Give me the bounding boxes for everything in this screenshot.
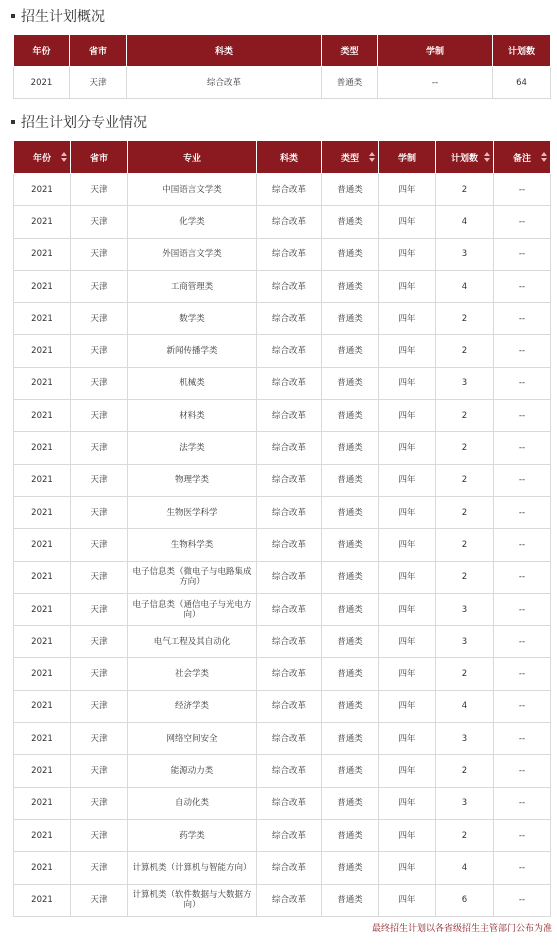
table-row — [14, 658, 551, 690]
table-cell: 天津 — [71, 335, 128, 367]
table-cell: 普通类 — [322, 303, 379, 335]
table-cell: 网络空间安全 — [128, 723, 257, 755]
table-cell: -- — [494, 884, 551, 916]
table-cell: 能源动力类 — [128, 755, 257, 787]
table-row — [14, 174, 551, 206]
table-cell: -- — [494, 787, 551, 819]
overview-table — [13, 34, 551, 99]
table-cell: 2021 — [14, 819, 71, 851]
table-cell: -- — [378, 67, 493, 99]
table-cell: -- — [494, 690, 551, 722]
table-cell: 天津 — [71, 529, 128, 561]
majors-header-cell — [379, 141, 436, 174]
table-cell: 自动化类 — [128, 787, 257, 819]
table-cell: 综合改革 — [257, 819, 322, 851]
table-cell: 普通类 — [322, 270, 379, 302]
header-label: 专业 — [182, 153, 201, 164]
table-cell: 四年 — [379, 206, 436, 238]
table-cell: 普通类 — [322, 884, 379, 916]
table-row — [14, 206, 551, 238]
table-cell: 普通类 — [322, 690, 379, 722]
table-cell: 四年 — [379, 723, 436, 755]
table-cell: 综合改革 — [257, 464, 322, 496]
table-cell: 3 — [436, 593, 494, 625]
table-cell: 综合改革 — [257, 723, 322, 755]
table-cell: -- — [494, 593, 551, 625]
table-cell: 2021 — [14, 67, 70, 99]
header-label: 计划数 — [450, 153, 478, 164]
table-cell: 天津 — [71, 626, 128, 658]
table-cell: 2021 — [14, 367, 71, 399]
table-cell: -- — [494, 432, 551, 464]
table-cell: 2021 — [14, 529, 71, 561]
table-cell: 64 — [493, 67, 551, 99]
header-label: 年份 — [32, 153, 51, 164]
table-cell: 机械类 — [128, 367, 257, 399]
table-cell: 普通类 — [322, 496, 379, 528]
table-cell: 四年 — [379, 432, 436, 464]
table-row — [14, 529, 551, 561]
table-cell: 综合改革 — [257, 335, 322, 367]
table-row — [14, 432, 551, 464]
table-cell: 中国语言文学类 — [128, 174, 257, 206]
majors-header-cell[interactable] — [436, 141, 494, 174]
header-label: 科类 — [214, 47, 233, 57]
table-cell: 外国语言文学类 — [128, 238, 257, 270]
table-cell: 天津 — [71, 238, 128, 270]
table-cell: 四年 — [379, 529, 436, 561]
table-row — [14, 464, 551, 496]
table-row — [14, 884, 551, 916]
table-cell: 四年 — [379, 658, 436, 690]
overview-header-cell — [127, 35, 322, 67]
table-cell: 天津 — [71, 561, 128, 593]
table-cell: 2021 — [14, 238, 71, 270]
table-cell: -- — [494, 755, 551, 787]
table-cell: 天津 — [71, 400, 128, 432]
table-cell: 普通类 — [322, 335, 379, 367]
table-cell: 四年 — [379, 238, 436, 270]
table-cell: 普通类 — [322, 238, 379, 270]
table-cell: 2021 — [14, 174, 71, 206]
table-row — [14, 690, 551, 722]
table-cell: 天津 — [71, 174, 128, 206]
header-label: 省市 — [88, 47, 107, 57]
table-cell: -- — [494, 819, 551, 851]
table-cell: 计算机类（软件数据与大数据方向） — [128, 884, 257, 916]
table-cell: 天津 — [71, 367, 128, 399]
table-cell: 3 — [436, 723, 494, 755]
table-cell: 生物医学科学 — [128, 496, 257, 528]
table-row — [14, 335, 551, 367]
table-cell: 四年 — [379, 496, 436, 528]
overview-header-cell — [493, 35, 551, 67]
table-cell: 四年 — [379, 464, 436, 496]
table-cell: 四年 — [379, 755, 436, 787]
table-cell: -- — [494, 270, 551, 302]
table-cell: 电气工程及其自动化 — [128, 626, 257, 658]
table-cell: 计算机类（计算机与智能方向） — [128, 852, 257, 884]
majors-header-cell — [128, 141, 257, 174]
table-cell: 普通类 — [322, 561, 379, 593]
table-row — [14, 67, 551, 99]
table-cell: 四年 — [379, 174, 436, 206]
majors-header-cell[interactable] — [494, 141, 551, 174]
table-row — [14, 496, 551, 528]
header-label: 学制 — [397, 153, 416, 164]
table-cell: 天津 — [71, 496, 128, 528]
table-cell: -- — [494, 723, 551, 755]
table-cell: 6 — [436, 884, 494, 916]
table-cell: 四年 — [379, 626, 436, 658]
table-cell: 2021 — [14, 626, 71, 658]
table-cell: 四年 — [379, 787, 436, 819]
table-cell: 综合改革 — [257, 787, 322, 819]
header-label: 计划数 — [507, 47, 535, 57]
table-cell: 电子信息类（通信电子与光电方向） — [128, 593, 257, 625]
table-cell: 普通类 — [322, 174, 379, 206]
table-cell: 3 — [436, 367, 494, 399]
table-cell: -- — [494, 174, 551, 206]
table-cell: 综合改革 — [257, 852, 322, 884]
table-cell: 4 — [436, 206, 494, 238]
table-cell: 综合改革 — [257, 884, 322, 916]
table-cell: 四年 — [379, 335, 436, 367]
table-cell: 天津 — [70, 67, 127, 99]
table-cell: 普通类 — [322, 755, 379, 787]
table-cell: 天津 — [71, 270, 128, 302]
majors-section-title — [11, 112, 147, 132]
table-cell: -- — [494, 367, 551, 399]
table-cell: 综合改革 — [257, 593, 322, 625]
table-cell: -- — [494, 529, 551, 561]
table-cell: 综合改革 — [257, 690, 322, 722]
table-cell: 2021 — [14, 335, 71, 367]
table-row — [14, 303, 551, 335]
table-cell: 天津 — [71, 755, 128, 787]
table-row — [14, 723, 551, 755]
table-cell: 普通类 — [322, 723, 379, 755]
table-row — [14, 367, 551, 399]
table-cell: 3 — [436, 787, 494, 819]
table-cell: 普通类 — [322, 626, 379, 658]
table-cell: 4 — [436, 270, 494, 302]
table-cell: 2021 — [14, 658, 71, 690]
table-cell: 四年 — [379, 367, 436, 399]
table-row — [14, 270, 551, 302]
table-cell: 2021 — [14, 464, 71, 496]
table-cell: 综合改革 — [257, 626, 322, 658]
table-cell: 普通类 — [322, 593, 379, 625]
table-cell: 4 — [436, 852, 494, 884]
table-cell: 天津 — [71, 884, 128, 916]
table-cell: 2021 — [14, 303, 71, 335]
majors-header-cell — [71, 141, 128, 174]
header-label: 科类 — [279, 153, 298, 164]
table-cell: 综合改革 — [257, 400, 322, 432]
table-cell: 普通类 — [322, 206, 379, 238]
table-cell: 四年 — [379, 270, 436, 302]
table-cell: -- — [494, 303, 551, 335]
table-cell: 综合改革 — [257, 755, 322, 787]
table-row — [14, 626, 551, 658]
table-cell: 2 — [436, 658, 494, 690]
overview-header-cell — [14, 35, 70, 67]
table-row — [14, 400, 551, 432]
table-cell: 2 — [436, 432, 494, 464]
table-cell: -- — [494, 238, 551, 270]
table-cell: -- — [494, 335, 551, 367]
table-cell: 2021 — [14, 690, 71, 722]
table-cell: 2021 — [14, 755, 71, 787]
sort-icon[interactable] — [61, 152, 67, 162]
table-cell: 2021 — [14, 400, 71, 432]
overview-header-cell — [70, 35, 127, 67]
table-cell: 2021 — [14, 206, 71, 238]
table-cell: 普通类 — [322, 400, 379, 432]
table-cell: 四年 — [379, 884, 436, 916]
table-cell: 2 — [436, 496, 494, 528]
table-row — [14, 238, 551, 270]
table-cell: 天津 — [71, 593, 128, 625]
header-label: 类型 — [340, 153, 359, 164]
table-cell: 2021 — [14, 270, 71, 302]
table-cell: 综合改革 — [257, 432, 322, 464]
table-cell: 普通类 — [322, 464, 379, 496]
table-cell: 综合改革 — [257, 174, 322, 206]
table-cell: 四年 — [379, 852, 436, 884]
majors-title-text: 招生计划分专业情况 — [21, 115, 147, 131]
table-cell: 2 — [436, 174, 494, 206]
table-cell: 2 — [436, 464, 494, 496]
table-cell: -- — [494, 626, 551, 658]
table-cell: 社会学类 — [128, 658, 257, 690]
table-cell: 普通类 — [322, 852, 379, 884]
table-cell: 2021 — [14, 787, 71, 819]
table-cell: 天津 — [71, 303, 128, 335]
table-cell: -- — [494, 561, 551, 593]
table-cell: 经济学类 — [128, 690, 257, 722]
table-cell: 综合改革 — [257, 303, 322, 335]
table-cell: 新闻传播学类 — [128, 335, 257, 367]
table-cell: 2 — [436, 819, 494, 851]
table-cell: 2 — [436, 561, 494, 593]
majors-header-cell[interactable] — [14, 141, 71, 174]
table-cell: 化学类 — [128, 206, 257, 238]
sort-icon[interactable] — [369, 152, 375, 162]
table-cell: 综合改革 — [257, 561, 322, 593]
table-cell: -- — [494, 206, 551, 238]
table-cell: 法学类 — [128, 432, 257, 464]
table-cell: 4 — [436, 690, 494, 722]
majors-header-cell[interactable] — [322, 141, 379, 174]
table-cell: 药学类 — [128, 819, 257, 851]
table-cell: 2 — [436, 303, 494, 335]
table-cell: 四年 — [379, 400, 436, 432]
overview-header-cell — [378, 35, 493, 67]
table-cell: 2 — [436, 335, 494, 367]
table-cell: 四年 — [379, 561, 436, 593]
table-cell: 天津 — [71, 787, 128, 819]
table-cell: 综合改革 — [257, 206, 322, 238]
table-cell: 2021 — [14, 723, 71, 755]
table-cell: 普通类 — [322, 787, 379, 819]
header-label: 省市 — [89, 153, 108, 164]
majors-table — [13, 140, 551, 917]
sort-icon[interactable] — [484, 152, 490, 162]
table-cell: 普通类 — [322, 67, 378, 99]
table-row — [14, 787, 551, 819]
table-cell: 综合改革 — [257, 658, 322, 690]
bullet-icon — [11, 14, 15, 18]
table-cell: -- — [494, 496, 551, 528]
table-cell: 2021 — [14, 852, 71, 884]
table-cell: 材料类 — [128, 400, 257, 432]
majors-header-cell — [257, 141, 322, 174]
table-cell: 四年 — [379, 690, 436, 722]
overview-title-text: 招生计划概况 — [21, 9, 105, 25]
table-cell: 普通类 — [322, 432, 379, 464]
table-cell: 四年 — [379, 819, 436, 851]
table-row — [14, 561, 551, 593]
bullet-icon — [11, 120, 15, 124]
table-cell: 2021 — [14, 561, 71, 593]
table-row — [14, 593, 551, 625]
table-row — [14, 755, 551, 787]
table-cell: 天津 — [71, 464, 128, 496]
table-cell: 综合改革 — [257, 529, 322, 561]
table-cell: 生物科学类 — [128, 529, 257, 561]
header-label: 备注 — [512, 153, 531, 164]
table-cell: 2021 — [14, 593, 71, 625]
table-cell: 天津 — [71, 206, 128, 238]
table-cell: 综合改革 — [127, 67, 322, 99]
table-cell: 综合改革 — [257, 238, 322, 270]
header-label: 类型 — [340, 47, 359, 57]
table-cell: 3 — [436, 238, 494, 270]
table-cell: 2021 — [14, 432, 71, 464]
table-cell: 物理学类 — [128, 464, 257, 496]
table-cell: 工商管理类 — [128, 270, 257, 302]
table-cell: 四年 — [379, 593, 436, 625]
sort-icon[interactable] — [541, 152, 547, 162]
table-cell: 天津 — [71, 723, 128, 755]
table-cell: 普通类 — [322, 529, 379, 561]
table-cell: 普通类 — [322, 367, 379, 399]
table-row — [14, 852, 551, 884]
table-cell: 数学类 — [128, 303, 257, 335]
table-cell: 四年 — [379, 303, 436, 335]
table-cell: -- — [494, 464, 551, 496]
table-cell: 综合改革 — [257, 496, 322, 528]
table-cell: 综合改革 — [257, 367, 322, 399]
table-cell: -- — [494, 658, 551, 690]
table-cell: 天津 — [71, 658, 128, 690]
table-cell: 普通类 — [322, 819, 379, 851]
table-cell: 天津 — [71, 819, 128, 851]
table-cell: 2 — [436, 400, 494, 432]
table-cell: -- — [494, 400, 551, 432]
table-cell: 2 — [436, 529, 494, 561]
table-cell: 天津 — [71, 690, 128, 722]
overview-section-title — [11, 6, 105, 26]
table-cell: 天津 — [71, 432, 128, 464]
table-row — [14, 819, 551, 851]
footnote-text: 最终招生计划以各省级招生主管部门公布为准 — [371, 924, 552, 934]
table-cell: 2 — [436, 755, 494, 787]
table-cell: 2021 — [14, 884, 71, 916]
overview-header-cell — [322, 35, 378, 67]
table-cell: 天津 — [71, 852, 128, 884]
table-cell: -- — [494, 852, 551, 884]
table-cell: 电子信息类（微电子与电路集成方向） — [128, 561, 257, 593]
header-label: 学制 — [425, 47, 444, 57]
table-cell: 2021 — [14, 496, 71, 528]
table-cell: 综合改革 — [257, 270, 322, 302]
header-label: 年份 — [32, 47, 51, 57]
table-cell: 3 — [436, 626, 494, 658]
table-cell: 普通类 — [322, 658, 379, 690]
